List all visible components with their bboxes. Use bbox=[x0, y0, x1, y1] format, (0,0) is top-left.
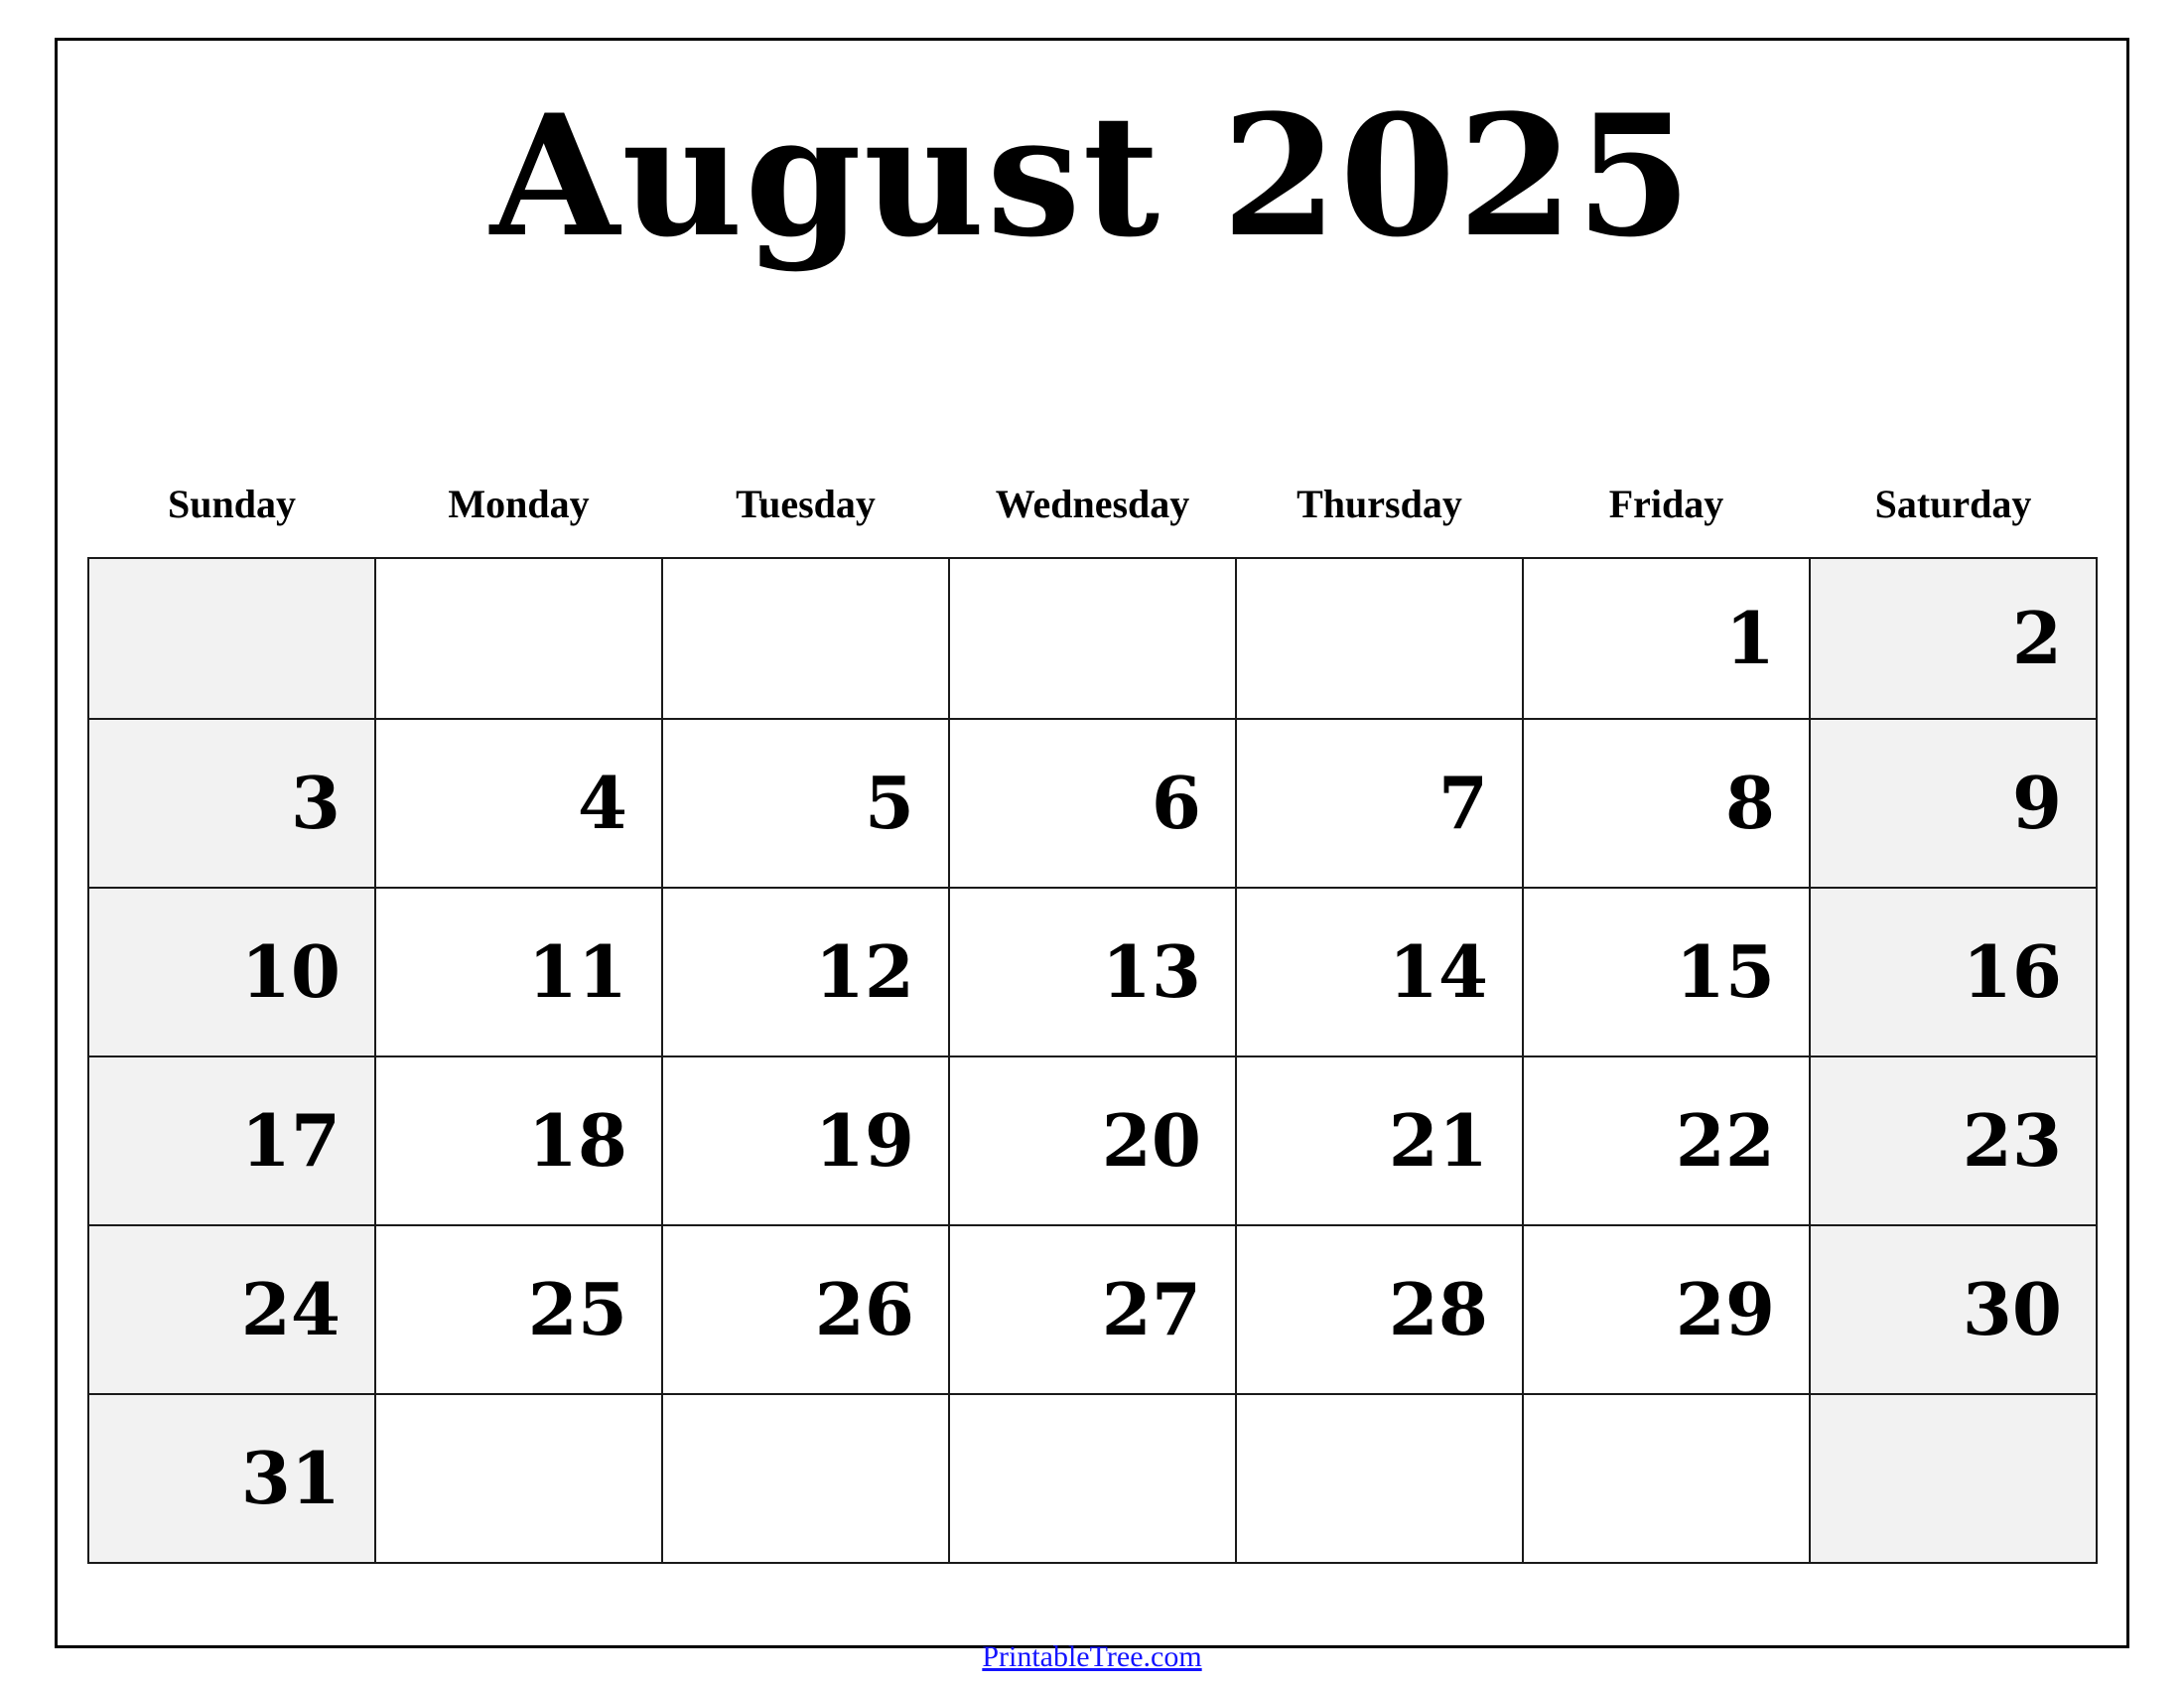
source-link[interactable]: PrintableTree.com bbox=[982, 1640, 1202, 1673]
calendar-day-cell[interactable] bbox=[375, 888, 662, 1056]
calendar-day-cell[interactable] bbox=[375, 719, 662, 888]
calendar-day-cell[interactable] bbox=[1523, 719, 1810, 888]
day-number: 19 bbox=[814, 1098, 914, 1183]
calendar-day-cell[interactable] bbox=[949, 719, 1236, 888]
calendar-day-cell[interactable] bbox=[1236, 888, 1523, 1056]
weekday-header-tuesday: Tuesday bbox=[736, 482, 876, 526]
day-number: 22 bbox=[1675, 1098, 1775, 1183]
calendar-day-cell[interactable] bbox=[1810, 888, 2097, 1056]
calendar-body bbox=[88, 558, 2097, 1563]
calendar-week-row bbox=[88, 719, 2097, 888]
day-number: 3 bbox=[290, 761, 341, 845]
weekday-header-friday: Friday bbox=[1608, 482, 1724, 526]
calendar-header-row bbox=[88, 458, 2097, 558]
calendar-day-cell[interactable] bbox=[1810, 558, 2097, 719]
calendar-day-cell[interactable] bbox=[88, 719, 375, 888]
calendar-day-cell[interactable] bbox=[949, 1225, 1236, 1394]
calendar-day-cell[interactable] bbox=[1810, 1225, 2097, 1394]
calendar-sheet bbox=[55, 38, 2129, 1648]
calendar-week-row bbox=[88, 558, 2097, 719]
calendar-day-cell[interactable] bbox=[949, 1056, 1236, 1225]
weekday-header-wednesday: Wednesday bbox=[995, 482, 1190, 526]
day-number: 4 bbox=[577, 761, 627, 845]
day-number: 26 bbox=[814, 1267, 914, 1351]
day-number: 11 bbox=[527, 929, 627, 1014]
day-number: 9 bbox=[2011, 761, 2062, 845]
day-number: 17 bbox=[240, 1098, 341, 1183]
calendar-day-cell[interactable] bbox=[1236, 1394, 1523, 1563]
calendar-grid-wrapper bbox=[87, 458, 2097, 1564]
calendar-day-cell[interactable] bbox=[375, 1056, 662, 1225]
calendar-week-row bbox=[88, 888, 2097, 1056]
calendar-table bbox=[87, 458, 2098, 1564]
day-number: 7 bbox=[1437, 761, 1488, 845]
calendar-day-cell[interactable] bbox=[375, 1394, 662, 1563]
calendar-day-cell[interactable] bbox=[375, 1225, 662, 1394]
day-number: 20 bbox=[1101, 1098, 1201, 1183]
calendar-day-cell[interactable] bbox=[1810, 1056, 2097, 1225]
calendar-day-cell[interactable] bbox=[662, 888, 949, 1056]
calendar-day-cell[interactable] bbox=[662, 1056, 949, 1225]
day-number: 24 bbox=[240, 1267, 341, 1351]
calendar-day-cell[interactable] bbox=[662, 1394, 949, 1563]
calendar-day-cell[interactable] bbox=[1523, 1056, 1810, 1225]
calendar-day-cell[interactable] bbox=[662, 558, 949, 719]
calendar-day-cell[interactable] bbox=[88, 1394, 375, 1563]
day-number: 8 bbox=[1724, 761, 1775, 845]
day-number: 18 bbox=[527, 1098, 627, 1183]
day-number: 14 bbox=[1388, 929, 1488, 1014]
page-title: August 2025 bbox=[489, 77, 1695, 274]
calendar-day-cell[interactable] bbox=[1236, 1056, 1523, 1225]
calendar-day-cell[interactable] bbox=[1236, 558, 1523, 719]
calendar-day-cell[interactable] bbox=[1523, 558, 1810, 719]
weekday-header-sunday: Sunday bbox=[168, 482, 296, 526]
day-number: 25 bbox=[527, 1267, 627, 1351]
calendar-day-cell[interactable] bbox=[662, 1225, 949, 1394]
calendar-week-row bbox=[88, 1225, 2097, 1394]
day-number: 28 bbox=[1388, 1267, 1488, 1351]
calendar-day-cell[interactable] bbox=[1523, 1394, 1810, 1563]
day-number: 13 bbox=[1101, 929, 1201, 1014]
weekday-header-monday: Monday bbox=[448, 482, 590, 526]
footer bbox=[0, 1640, 2184, 1674]
weekday-header-saturday: Saturday bbox=[1874, 482, 2032, 526]
calendar-day-cell[interactable] bbox=[1810, 1394, 2097, 1563]
calendar-day-cell[interactable] bbox=[662, 719, 949, 888]
calendar-day-cell[interactable] bbox=[88, 1225, 375, 1394]
day-number: 5 bbox=[864, 761, 914, 845]
calendar-day-cell[interactable] bbox=[375, 558, 662, 719]
calendar-day-cell[interactable] bbox=[88, 1056, 375, 1225]
calendar-day-cell[interactable] bbox=[1236, 1225, 1523, 1394]
day-number: 10 bbox=[240, 929, 341, 1014]
day-number: 23 bbox=[1962, 1098, 2062, 1183]
day-number: 21 bbox=[1388, 1098, 1488, 1183]
calendar-day-cell[interactable] bbox=[1523, 888, 1810, 1056]
calendar-week-row bbox=[88, 1056, 2097, 1225]
calendar-day-cell[interactable] bbox=[949, 1394, 1236, 1563]
day-number: 30 bbox=[1962, 1267, 2062, 1351]
calendar-day-cell[interactable] bbox=[88, 558, 375, 719]
weekday-header-thursday: Thursday bbox=[1297, 482, 1462, 526]
day-number: 31 bbox=[240, 1436, 341, 1520]
calendar-day-cell[interactable] bbox=[949, 558, 1236, 719]
calendar-week-row bbox=[88, 1394, 2097, 1563]
calendar-day-cell[interactable] bbox=[1523, 1225, 1810, 1394]
day-number: 27 bbox=[1101, 1267, 1201, 1351]
day-number: 16 bbox=[1962, 929, 2062, 1014]
calendar-day-cell[interactable] bbox=[949, 888, 1236, 1056]
day-number: 29 bbox=[1675, 1267, 1775, 1351]
calendar-day-cell[interactable] bbox=[1810, 719, 2097, 888]
day-number: 1 bbox=[1724, 596, 1775, 680]
day-number: 12 bbox=[814, 929, 914, 1014]
calendar-day-cell[interactable] bbox=[88, 888, 375, 1056]
calendar-day-cell[interactable] bbox=[1236, 719, 1523, 888]
day-number: 15 bbox=[1675, 929, 1775, 1014]
day-number: 2 bbox=[2011, 596, 2062, 680]
day-number: 6 bbox=[1151, 761, 1201, 845]
